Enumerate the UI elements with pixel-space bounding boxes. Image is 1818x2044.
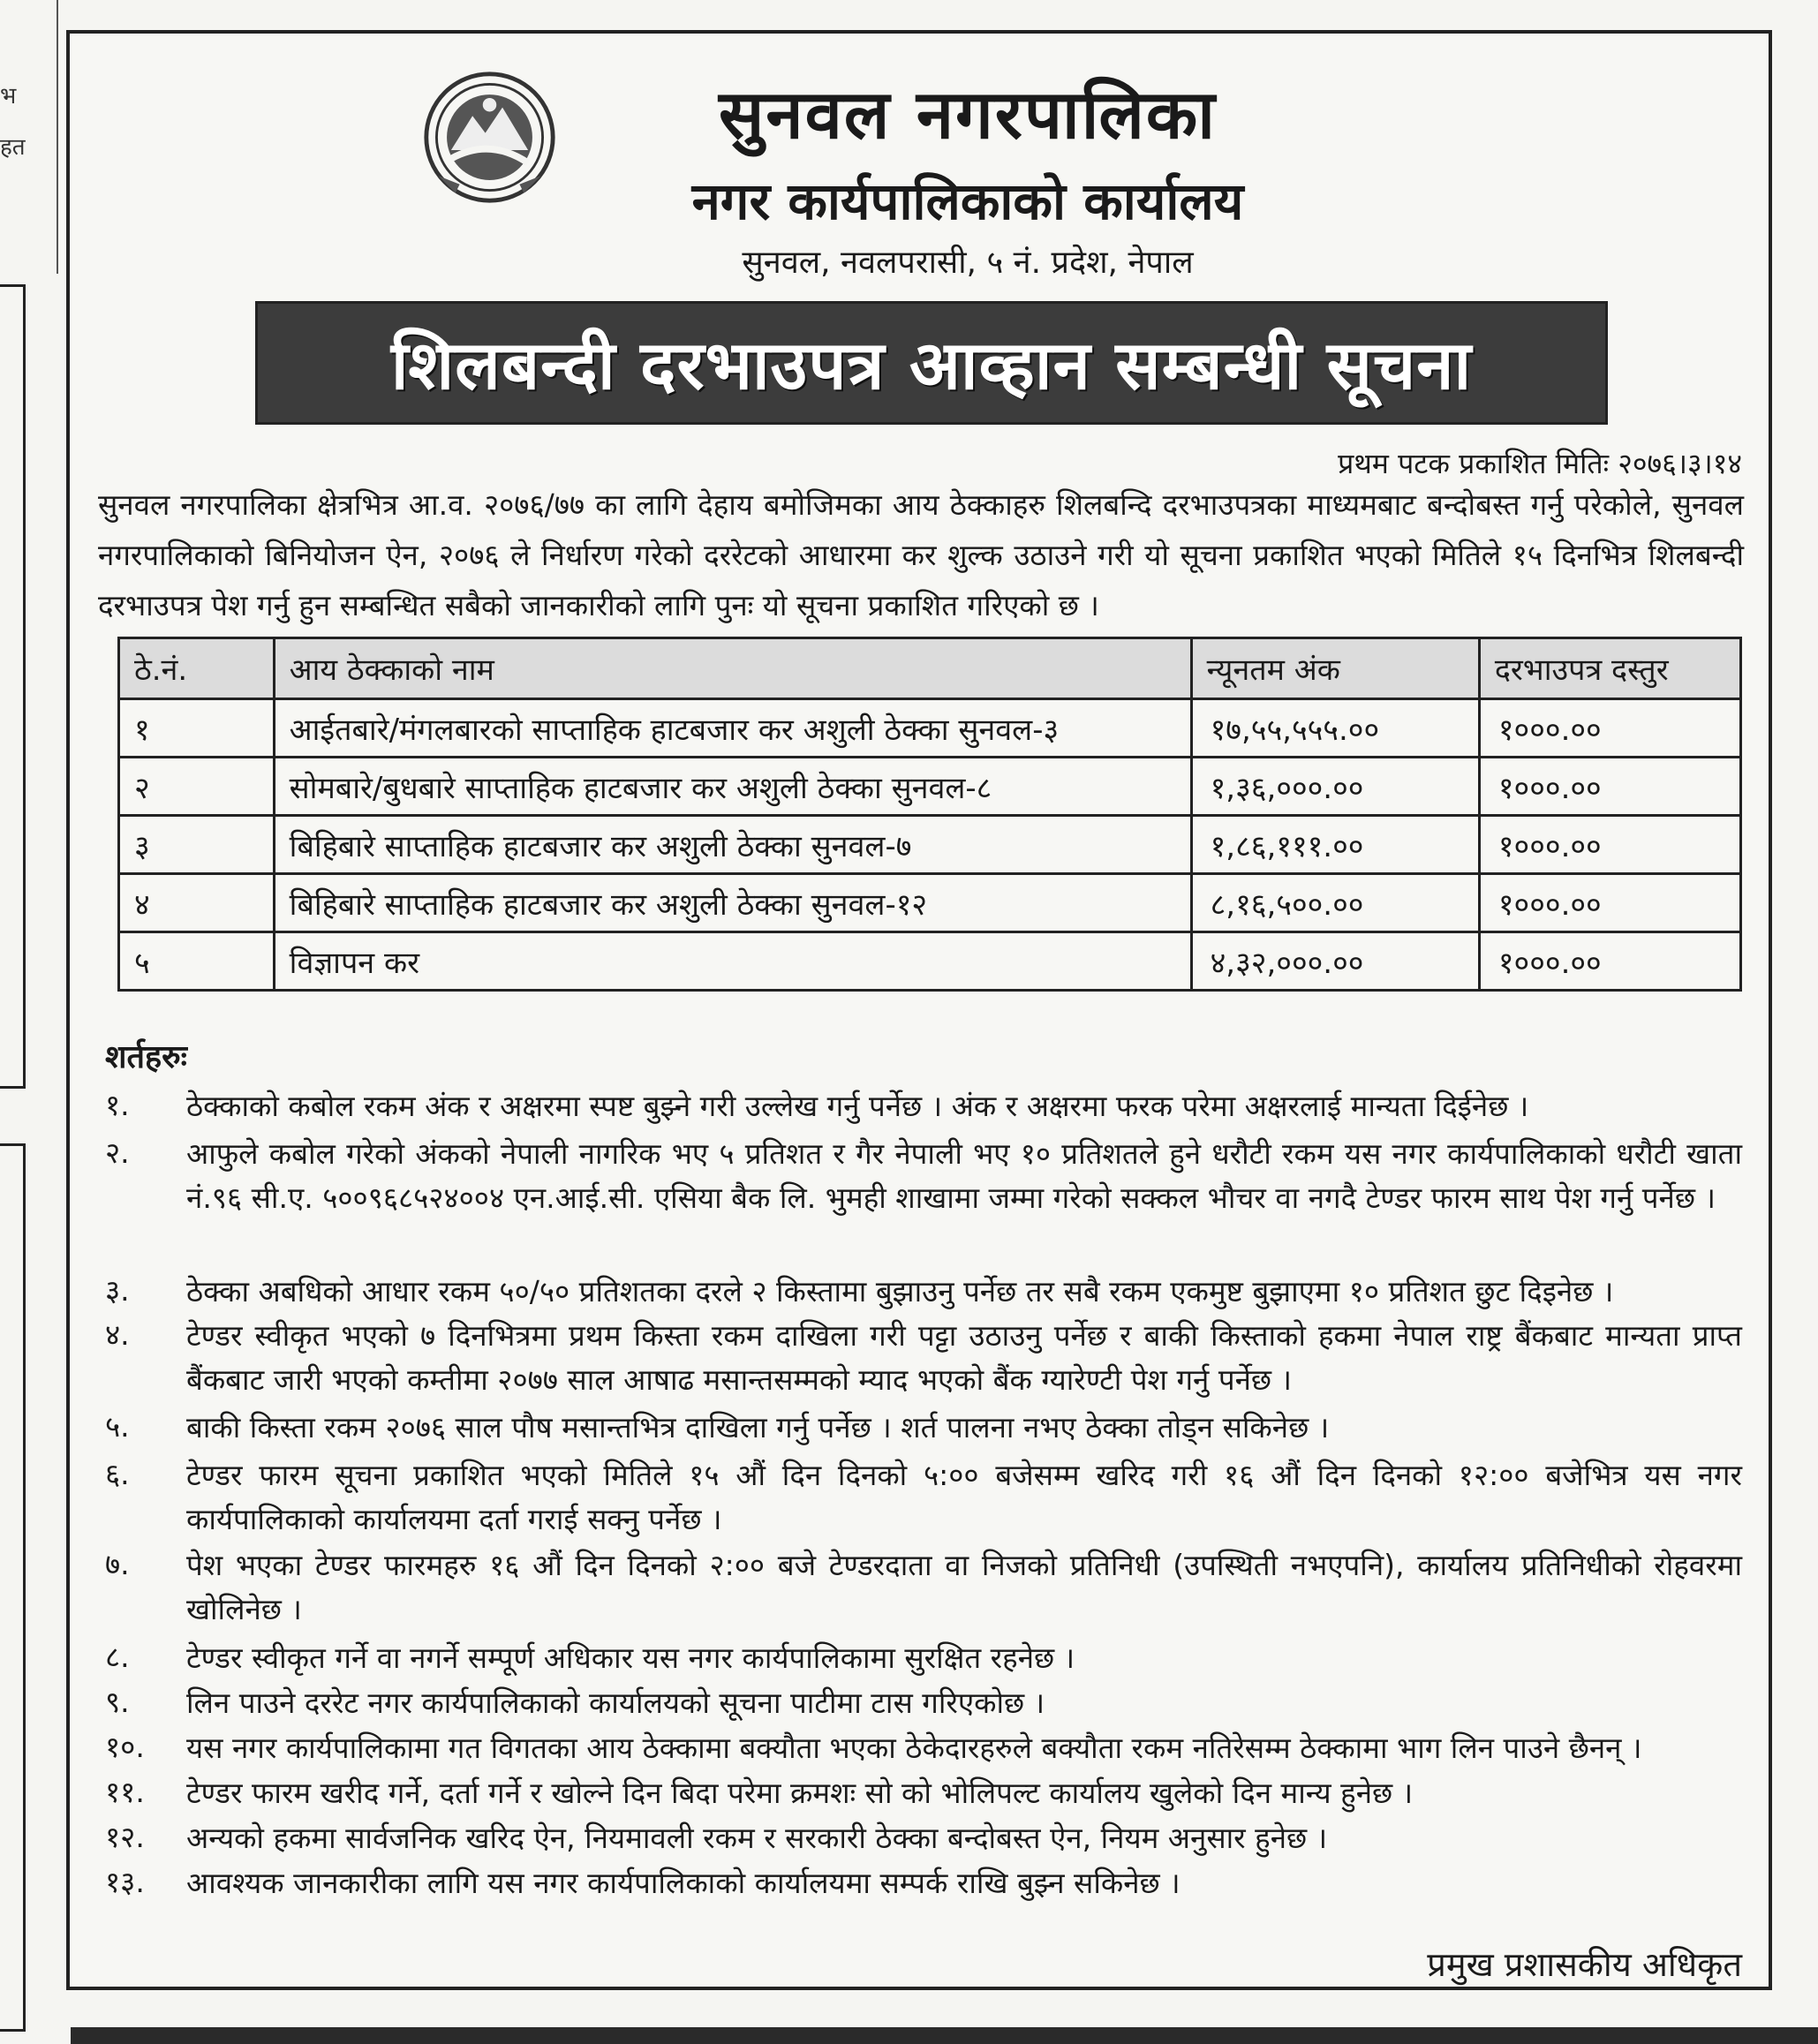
- condition-text: आफुले कबोल गरेको अंकको नेपाली नागरिक भए ५ प्रतिशत र गैर नेपाली भए १० प्रतिशतले हुने धरौटी रकम यस नगर कार्यपालिकाको धरौटी खाता नं.९६ सी.ए. ५००९६८५२४००४ एन.आई.सी. एसिया बैक लि. भुमही शाखामा जम्मा गरेको सक्कल भौचर वा नगदै टेण्डर फारम साथ पेश गर्नु पर्नेछ ।: [186, 1136, 1742, 1215]
- cell-serial: २: [119, 758, 275, 816]
- header-minimum-amount: न्यूनतम अंक: [1191, 638, 1479, 699]
- table-row: [119, 758, 1741, 816]
- office-address: सुनवल, नवलपरासी, ५ नं. प्रदेश, नेपाल: [742, 245, 1194, 281]
- condition-text: ठेक्काको कबोल रकम अंक र अक्षरमा स्पष्ट बुझ्ने गरी उल्लेख गर्नु पर्नेछ । अंक र अक्षरमा फरक परेमा अक्षरलाई मान्यता दिईनेछ ।: [186, 1089, 1529, 1123]
- condition-number: १२.: [105, 1820, 145, 1854]
- condition-text: आवश्यक जानकारीका लागि यस नगर कार्यपालिकाको कार्यालयमा सम्पर्क राखि बुझ्न सकिनेछ ।: [186, 1866, 1181, 1900]
- signatory-title: प्रमुख प्रशासकीय अधिकृत: [1427, 1945, 1742, 1984]
- header-contract-name: आय ठेक्काको नाम: [274, 638, 1191, 699]
- condition-number: २.: [105, 1135, 130, 1170]
- left-neighbour-box: [0, 284, 26, 1089]
- notice-frame: [66, 30, 1772, 1990]
- table-header-row: [119, 638, 1741, 699]
- cell-bid-fee: १०००.००: [1479, 758, 1740, 816]
- conditions-heading: शर्तहरुः: [105, 1039, 187, 1075]
- table-row: [119, 874, 1741, 932]
- condition-number: ११.: [105, 1775, 145, 1809]
- condition-number: ८.: [105, 1640, 130, 1674]
- condition-number: ५.: [105, 1409, 130, 1444]
- publication-date: प्रथम पटक प्रकाशित मितिः २०७६।३।१४: [1338, 447, 1742, 480]
- condition-number: ९.: [105, 1685, 130, 1719]
- table-row: [119, 932, 1741, 991]
- header-bid-fee: दरभाउपत्र दस्तुर: [1479, 638, 1740, 699]
- condition-number: ७.: [105, 1547, 130, 1581]
- left-neighbour-box: [0, 1143, 26, 2032]
- condition-text: यस नगर कार्यपालिकामा गत विगतका आय ठेक्कामा बक्यौता भएका ठेकेदारहरुले बक्यौता रकम नतिरेसम्म ठेक्कामा भाग लिन पाउने छैनन् ।: [186, 1731, 1642, 1765]
- title-banner: [255, 301, 1608, 425]
- cell-serial: ३: [119, 816, 275, 874]
- cell-minimum-amount: १,३६,०००.००: [1191, 758, 1479, 816]
- office-name: नगर कार्यपालिकाको कार्यालय: [691, 171, 1244, 231]
- condition-number: १.: [105, 1088, 130, 1122]
- cell-contract-name: सोमबारे/बुधबारे साप्ताहिक हाटबजार कर अशुली ठेक्का सुनवल-८: [274, 758, 1191, 816]
- notice-title: शिलबन्दी दरभाउपत्र आव्हान सम्बन्धी सूचना: [390, 325, 1473, 404]
- cell-contract-name: बिहिबारे साप्ताहिक हाटबजार कर अशुली ठेक्का सुनवल-१२: [274, 874, 1191, 932]
- condition-text: टेण्डर फारम सूचना प्रकाशित भएको मितिले १५ औं दिन दिनको ५:०० बजेसम्म खरिद गरी १६ औं दिन दिनको १२:०० बजेभित्र यस नगर कार्यपालिकाको कार्यालयमा दर्ता गराई सक्नु पर्नेछ ।: [186, 1458, 1742, 1536]
- condition-text: लिन पाउने दररेट नगर कार्यपालिकाको कार्यालयको सूचना पाटीमा टास गरिएकोछ ।: [186, 1686, 1045, 1720]
- cell-bid-fee: १०००.००: [1479, 816, 1740, 874]
- condition-text: बाकी किस्ता रकम २०७६ साल पौष मसान्तभित्र दाखिला गर्नु पर्नेछ । शर्त पालना नभए ठेक्का तोड्न सकिनेछ ।: [186, 1410, 1330, 1444]
- cell-contract-name: विज्ञापन कर: [274, 932, 1191, 991]
- cell-minimum-amount: १,८६,१११.००: [1191, 816, 1479, 874]
- condition-number: ३.: [105, 1273, 130, 1308]
- header-serial: ठे.नं.: [119, 638, 275, 699]
- condition-text: टेण्डर स्वीकृत गर्ने वा नगर्ने सम्पूर्ण अधिकार यस नगर कार्यपालिकामा सुरक्षित रहनेछ ।: [186, 1640, 1075, 1675]
- cell-bid-fee: १०००.००: [1479, 699, 1740, 758]
- condition-text: टेण्डर स्वीकृत भएको ७ दिनभित्रमा प्रथम किस्ता रकम दाखिला गरी पट्टा उठाउनु पर्नेछ र बाकी किस्ताको हकमा नेपाल राष्ट्र बैंकबाट मान्यता प्राप्त बैंकबाट जारी भएको कम्तीमा २०७७ साल आषाढ मसान्तसम्मको म्याद भएको बैंक ग्यारेण्टी पेश गर्नु पर्नेछ ।: [186, 1318, 1742, 1397]
- condition-number: ६.: [105, 1457, 130, 1491]
- left-fragment-1: भ: [0, 83, 17, 109]
- left-column-fragment: [0, 71, 26, 173]
- condition-number: १०.: [105, 1730, 145, 1764]
- cell-minimum-amount: १७,५५,५५५.००: [1191, 699, 1479, 758]
- cell-serial: ५: [119, 932, 275, 991]
- cell-minimum-amount: ८,१६,५००.००: [1191, 874, 1479, 932]
- cell-contract-name: बिहिबारे साप्ताहिक हाटबजार कर अशुली ठेक्का सुनवल-७: [274, 816, 1191, 874]
- condition-text: टेण्डर फारम खरीद गर्ने, दर्ता गर्ने र खोल्ने दिन बिदा परेमा क्रमशः सो को भोलिपल्ट कार्यालय खुलेको दिन मान्य हुनेछ ।: [186, 1776, 1414, 1810]
- condition-number: १३.: [105, 1865, 145, 1899]
- cell-serial: ४: [119, 874, 275, 932]
- cell-minimum-amount: ४,३२,०००.००: [1191, 932, 1479, 991]
- bottom-band: [71, 2027, 1818, 2044]
- intro-paragraph: सुनवल नगरपालिका क्षेत्रभित्र आ.व. २०७६/७७ का लागि देहाय बमोजिमका आय ठेक्काहरु शिलबन्दि दरभाउपत्रका माध्यमबाट बन्दोबस्त गर्नु परेकोले, सुनवल नगरपालिकाको बिनियोजन ऐन, २०७६ ले निर्धारण गरेको दररेटको आधारमा कर शुल्क उठाउने गरी यो सूचना प्रकाशित भएको मितिले १५ दिनभित्र शिलबन्दी दरभाउपत्र पेश गर्नु हुन सम्बन्धित सबैको जानकारीको लागि पुनः यो सूचना प्रकाशित गरिएको छ ।: [98, 487, 1744, 622]
- org-name: सुनवल नगरपालिका: [719, 75, 1217, 154]
- condition-text: ठेक्का अबधिको आधार रकम ५०/५० प्रतिशतका दरले २ किस्तामा बुझाउनु पर्नेछ तर सबै रकम एकमुष्ट बुझाएमा १० प्रतिशत छुट दिइनेछ ।: [186, 1274, 1614, 1309]
- cell-bid-fee: १०००.००: [1479, 932, 1740, 991]
- condition-number: ४.: [105, 1317, 130, 1352]
- left-column-rule: [57, 0, 58, 274]
- cell-contract-name: आईतबारे/मंगलबारको साप्ताहिक हाटबजार कर अशुली ठेक्का सुनवल-३: [274, 699, 1191, 758]
- cell-bid-fee: १०००.००: [1479, 874, 1740, 932]
- left-fragment-2: हत: [0, 134, 26, 161]
- cell-serial: १: [119, 699, 275, 758]
- condition-text: पेश भएका टेण्डर फारमहरु १६ औं दिन दिनको २:०० बजे टेण्डरदाता वा निजको प्रतिनिधी (उपस्थिती नभएपनि), कार्यालय प्रतिनिधीको रोहवरमा खोलिनेछ ।: [186, 1548, 1742, 1626]
- contracts-table: [117, 637, 1742, 992]
- table-row: [119, 699, 1741, 758]
- table-row: [119, 816, 1741, 874]
- condition-text: अन्यको हकमा सार्वजनिक खरिद ऐन, नियमावली रकम र सरकारी ठेक्का बन्दोबस्त ऐन, नियम अनुसार हुनेछ ।: [186, 1821, 1328, 1855]
